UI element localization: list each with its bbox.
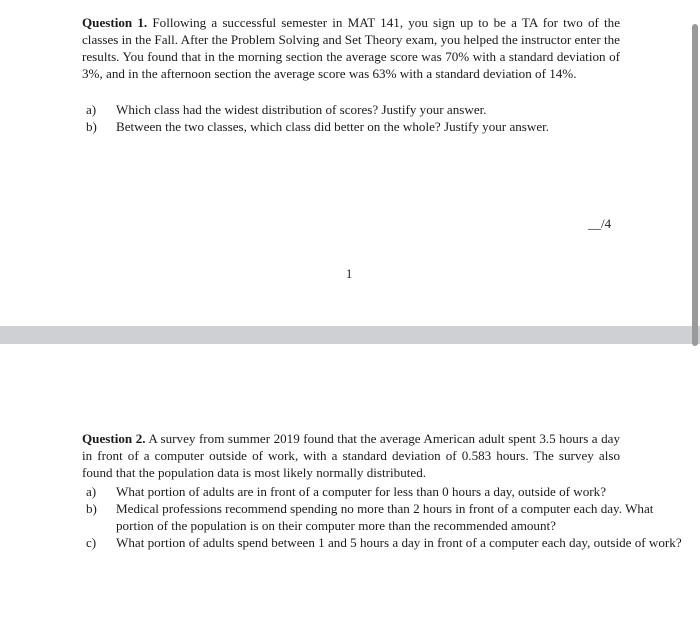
- part-label: c): [86, 535, 97, 550]
- part-label: a): [86, 102, 97, 117]
- question-2-part-a: [86, 483, 686, 500]
- question-2-part-c: [86, 534, 686, 551]
- part-text: What portion of adults spend between 1 and 5 hours a day in front of a computer each day, outside of work?: [116, 535, 682, 550]
- part-label: b): [86, 501, 97, 516]
- question-2-part-b: [86, 500, 686, 534]
- part-text: Between the two classes, which class did better on the whole? Justify your answer.: [116, 119, 550, 134]
- part-text: What portion of adults are in front of a computer for less than 0 hours a day, outside of work?: [116, 484, 607, 499]
- question-1-body: Following a successful semester in MAT 141, you sign up to be a TA for two of the classes in the Fall. After the Problem Solving and Set Theory exam, you helped the instructor enter the results. You found that in the morning section the average score was 70% with a standard deviation of 3%, and in the afternoon section the average score was 63% with a standard deviation of 14%.: [82, 15, 621, 81]
- question-1-parts: [86, 101, 686, 135]
- scrollbar[interactable]: [692, 24, 698, 346]
- part-label: b): [86, 119, 97, 134]
- page-number: 1: [346, 267, 353, 281]
- part-text: Which class had the widest distribution of scores? Justify your answer.: [116, 102, 487, 117]
- question-1: [82, 14, 620, 82]
- question-2-parts: [86, 483, 686, 551]
- question-1-score: __/4: [588, 216, 612, 231]
- question-1-part-b: [86, 118, 686, 135]
- question-1-heading: Question 1.: [82, 15, 148, 30]
- question-2: [82, 430, 620, 481]
- question-2-heading: Question 2.: [82, 431, 146, 446]
- page-divider: [0, 326, 700, 344]
- question-2-body: A survey from summer 2019 found that the average American adult spent 3.5 hours a day in front of a computer outside of work, with a standard deviation of 0.583 hours. The survey also found that the population data is most likely normally distributed.: [82, 431, 620, 480]
- part-label: a): [86, 484, 97, 499]
- question-1-part-a: [86, 101, 686, 118]
- part-text: Medical professions recommend spending no more than 2 hours in front of a computer each day. What portion of the population is on their computer more than the recommended amount?: [116, 501, 654, 533]
